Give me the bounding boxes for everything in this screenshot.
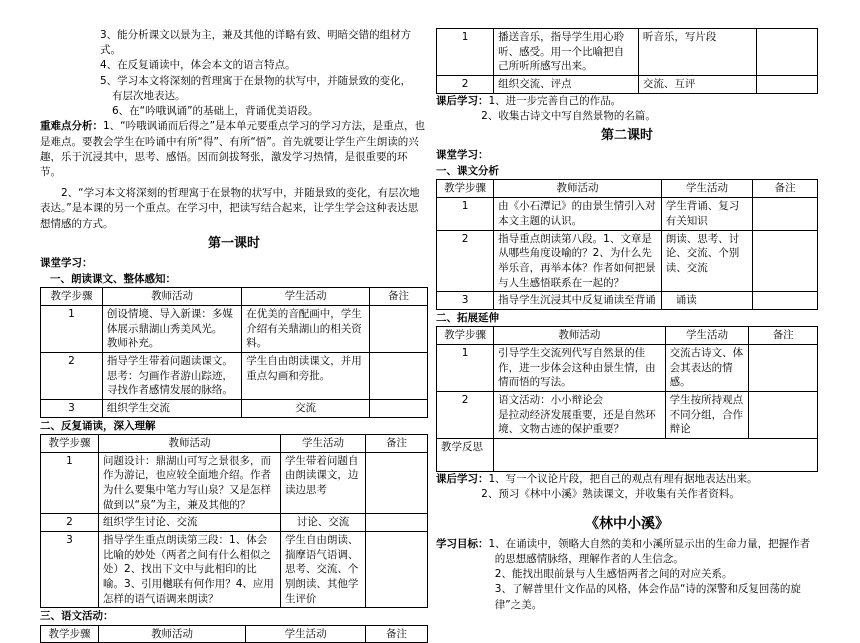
goal-3: 3、能分析课文以景为主，兼及其他的详略有致、明暗交错的组材方式。 bbox=[100, 29, 412, 57]
header-cell: 教师活动 bbox=[99, 434, 281, 452]
header-cell: 备注 bbox=[369, 288, 427, 306]
note-cell bbox=[366, 452, 428, 514]
reflection-label: 教学反思 bbox=[437, 439, 494, 472]
note-cell bbox=[753, 198, 818, 230]
table-row bbox=[437, 76, 818, 94]
step-cell: 1 bbox=[437, 344, 494, 391]
step-cell: 1 bbox=[437, 29, 494, 76]
header-cell: 教师活动 bbox=[102, 288, 241, 306]
after-class-item: 1、写一个议论片段，把自己的观点有理有据地表达出来。 bbox=[488, 473, 758, 485]
teacher-cell: 创设情境、导入新课：多媒体展示鼎湖山秀美风光。 教师补充。 bbox=[102, 305, 241, 352]
student-cell: 学生自由朗读课文，并用重点勾画和旁批。 bbox=[242, 352, 370, 399]
step-cell: 3 bbox=[41, 531, 99, 607]
goal-5: 5、学习本文将深刻的哲理寓于在景物的状写中，并随景致的变化， bbox=[100, 74, 412, 87]
teacher-cell: 组织交流、评点 bbox=[494, 76, 639, 94]
lesson2-title: 第二课时 bbox=[600, 128, 653, 144]
step-cell: 2 bbox=[41, 514, 99, 532]
table-row bbox=[41, 531, 428, 607]
note-cell bbox=[369, 352, 427, 399]
header-cell: 学生活动 bbox=[280, 434, 365, 452]
step-cell: 3 bbox=[41, 399, 103, 417]
step-cell: 2 bbox=[437, 391, 494, 438]
r-section1-title: 一、课文分析 bbox=[436, 165, 499, 178]
teacher-cell: 指导学生重点朗读第三段：1、体会比喻的妙处（两者之间有什么相似之处）2、找出下文中与此相印的比喻。3、引用樾联有何作用？4、应用怎样的语气语调来朗读？ bbox=[99, 531, 281, 607]
key-points bbox=[40, 119, 428, 180]
student-cell: 学生按所持观点不同分组，合作辩论 bbox=[665, 391, 749, 438]
r-section1-table bbox=[436, 179, 818, 310]
header-cell: 学生活动 bbox=[665, 327, 749, 345]
teacher-cell: 播送音乐，指导学生用心聆听、感受。用一个比喻把自己所听所感写出来。 bbox=[494, 29, 639, 76]
table-row bbox=[41, 305, 428, 352]
table-row bbox=[437, 391, 818, 438]
note-cell bbox=[753, 292, 818, 310]
student-cell: 交流 bbox=[242, 399, 370, 417]
reflection-cell bbox=[494, 439, 818, 472]
student-cell: 朗读、思考、讨论、交流、个别读、交流 bbox=[661, 230, 752, 292]
section1-title: 一、朗读课文、整体感知： bbox=[50, 272, 176, 285]
teacher-cell: 由《小石潭记》的由景生情引入对本文主题的认识。 bbox=[494, 198, 662, 230]
section3-table bbox=[40, 625, 428, 643]
header-cell: 教学步骤 bbox=[437, 327, 494, 345]
r-section2-title: 二、拓展延伸 bbox=[436, 311, 499, 324]
note-cell bbox=[749, 344, 818, 391]
header-cell: 学生活动 bbox=[242, 288, 370, 306]
key-points-label: 重难点分析： bbox=[40, 120, 103, 133]
classroom-label: 课堂学习： bbox=[40, 256, 93, 269]
step-cell: 1 bbox=[437, 198, 494, 230]
note-cell bbox=[369, 399, 427, 417]
objective-3: 3、了解普里什文作品的风格，体会作品“诗的深警和反复回荡的旋律”之美。 bbox=[494, 583, 801, 611]
section1-table bbox=[40, 287, 428, 418]
student-cell: 学生背诵、复习有关知识 bbox=[661, 198, 752, 230]
student-cell: 学生自由朗读、揣摩语气语调、思考、交流、个别朗读、其他学生评价 bbox=[280, 531, 365, 607]
student-cell: 学生带着问题自由朗读课文，边读边思考 bbox=[280, 452, 365, 514]
objective-1 bbox=[436, 537, 818, 567]
reflection-row bbox=[437, 439, 818, 472]
after-class-item: 2、预习《林中小溪》熟读课文，并收集有关作者资料。 bbox=[481, 488, 740, 501]
after-class-item: 2、收集古诗文中写自然景物的名篇。 bbox=[481, 109, 656, 122]
note-cell bbox=[366, 531, 428, 607]
step-cell: 3 bbox=[437, 292, 494, 310]
table-row bbox=[41, 514, 428, 532]
note-cell bbox=[757, 76, 818, 94]
after-class-label: 课后学习： bbox=[436, 94, 489, 107]
student-cell: 交流、互评 bbox=[638, 76, 756, 94]
table-header-row bbox=[437, 180, 818, 198]
table-row bbox=[437, 29, 818, 76]
table-row bbox=[41, 399, 428, 417]
step-cell: 2 bbox=[41, 352, 103, 399]
objective-2: 2、能找出眼前景与人生感悟两者之间的对应关系。 bbox=[494, 568, 733, 581]
header-cell: 备注 bbox=[366, 625, 428, 643]
teacher-cell: 语文活动：小小辩论会 是拉动经济发展重要，还是自然环境、文物古迹的保护重要？ bbox=[494, 391, 665, 438]
student-cell: 听音乐，写片段 bbox=[638, 29, 756, 76]
header-cell: 学生活动 bbox=[661, 180, 752, 198]
header-cell: 教学步骤 bbox=[41, 434, 99, 452]
teacher-cell: 指导学生带着问题读课文。思考：匀画作者游山踪迹，寻找作者感情发展的脉络。 bbox=[102, 352, 241, 399]
note-cell bbox=[369, 305, 427, 352]
key-points-text: 1、“吟哦讽诵而后得之”是本单元要重点学习的学习方法，是重点，也是难点。要教会学生在吟诵中有所“得”、有所“悟”。首先就要让学生产生朗读的兴趣，乐于沉浸其中，思考、感悟。因而剑拔弩张，激发学习热情，是很重要的环节。 bbox=[40, 120, 426, 178]
step-cell: 1 bbox=[41, 305, 103, 352]
step-cell: 1 bbox=[41, 452, 99, 514]
table-header-row bbox=[41, 288, 428, 306]
lesson1-title: 第一课时 bbox=[207, 235, 260, 251]
left-column bbox=[40, 28, 428, 643]
section2-table bbox=[40, 434, 428, 609]
goal-5-cont: 有层次地表达。 bbox=[112, 89, 186, 102]
table-row bbox=[41, 352, 428, 399]
section2-title: 二、反复诵读，深入理解 bbox=[40, 419, 156, 432]
teacher-cell: 指导重点朗读第八段。1、文章是从哪些角度设喻的？2、为什么先举乐音，再举本体？作者如何把景与人生感悟联系在一起的？ bbox=[494, 230, 662, 292]
header-cell: 教学步骤 bbox=[41, 625, 99, 643]
classroom-label: 课堂学习： bbox=[436, 149, 489, 162]
teacher-cell: 问题设计：鼎湖山可写之景很多，而作为游记，也应较全面地介绍。作者为什么要集中笔力写山泉？又是怎样做到以“泉”为主，兼及其他的？ bbox=[99, 452, 281, 514]
continued-table bbox=[436, 28, 818, 94]
student-cell: 在优美的音配画中，学生介绍有关鼎湖山的相关资料。 bbox=[242, 305, 370, 352]
objectives-label: 学习目标： bbox=[436, 537, 489, 550]
key-points-2: 2、“学习本文将深刻的哲理寓于在景物的状写中，并随景致的变化，有层次地表达。”是本课的另一个重点。在学习中，把读写结合起来，让学生学会这种表达思想情感的方式。 bbox=[40, 187, 420, 230]
r-section2-table bbox=[436, 326, 818, 472]
table-row bbox=[41, 452, 428, 514]
after-class-item: 1、进一步完善自己的作品。 bbox=[488, 94, 622, 107]
header-cell: 备注 bbox=[366, 434, 428, 452]
student-cell: 讨论、交流 bbox=[280, 514, 365, 532]
header-cell: 教师活动 bbox=[494, 180, 662, 198]
step-cell: 2 bbox=[437, 76, 494, 94]
goal-6: 6、在“吟哦讽诵”的基础上，背诵优美语段。 bbox=[112, 105, 319, 118]
teacher-cell: 指导学生沉浸其中反复诵读至背诵 bbox=[494, 292, 662, 310]
table-header-row bbox=[41, 625, 428, 643]
right-column bbox=[436, 28, 818, 613]
section3-title: 三、语文活动： bbox=[40, 610, 114, 623]
table-row bbox=[437, 344, 818, 391]
note-cell bbox=[753, 230, 818, 292]
teacher-cell: 组织学生讨论、交流 bbox=[99, 514, 281, 532]
table-header-row bbox=[41, 434, 428, 452]
teacher-cell: 引导学生交流列代写自然景的佳作，进一步体会这种由景生情，由情而悟的写法。 bbox=[494, 344, 665, 391]
table-row bbox=[437, 230, 818, 292]
header-cell: 教师活动 bbox=[494, 327, 665, 345]
goal-4: 4、在反复诵读中，体会本文的语言特点。 bbox=[100, 59, 296, 72]
header-cell: 教学步骤 bbox=[41, 288, 103, 306]
step-cell: 2 bbox=[437, 230, 494, 292]
header-cell: 教学步骤 bbox=[437, 180, 494, 198]
student-cell: 诵读 bbox=[661, 292, 752, 310]
note-cell bbox=[366, 514, 428, 532]
objective-text: 1、在诵读中，领略大自然的美和小溪所显示出的生命力量，把握作者的思想感情脉络，理解作者的人生信念。 bbox=[488, 537, 811, 565]
next-lesson-title: 《林中小溪》 bbox=[585, 516, 669, 533]
table-row bbox=[437, 292, 818, 310]
note-cell bbox=[757, 29, 818, 76]
table-row bbox=[437, 198, 818, 230]
after-class-1 bbox=[436, 94, 818, 109]
after-class-label: 课后学习： bbox=[436, 473, 489, 485]
note-cell bbox=[749, 391, 818, 438]
student-cell: 交流古诗文、体会其表达的情感。 bbox=[665, 344, 749, 391]
after-class-2 bbox=[436, 472, 818, 487]
teacher-cell: 组织学生交流 bbox=[102, 399, 241, 417]
header-cell: 教师活动 bbox=[99, 625, 246, 643]
header-cell: 学生活动 bbox=[246, 625, 366, 643]
table-header-row bbox=[437, 327, 818, 345]
header-cell: 备注 bbox=[749, 327, 818, 345]
header-cell: 备注 bbox=[753, 180, 818, 198]
